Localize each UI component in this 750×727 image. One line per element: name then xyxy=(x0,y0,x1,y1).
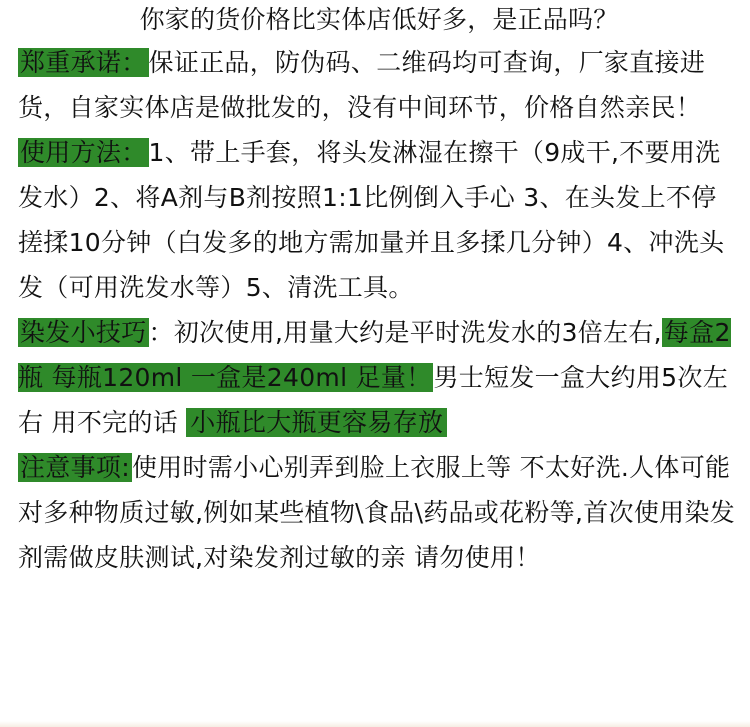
usage-paragraph xyxy=(18,130,740,310)
tips-label: 染发小技巧 xyxy=(20,318,147,347)
page-title: 你家的货价格比实体店低好多，是正品吗？ xyxy=(139,5,619,34)
usage-label: 使用方法： xyxy=(20,138,147,167)
tips-text-a: ：初次使用,用量大约是平时洗发水的3倍左右, xyxy=(148,318,662,347)
tips-highlight-quantity: 每盒2瓶 每瓶120ml 一盒是240ml 足量！ xyxy=(18,318,731,392)
usage-text: 1、带上手套，将头发淋湿在擦干（9成干,不要用洗发水）2、将A剂与B剂按照1:1比例倒入手心 3、在头发上不停搓揉10分钟（白发多的地方需加量并且多揉几分钟）4、冲洗头发（可用洗发水等）5、清洗工具。 xyxy=(18,138,725,302)
tips-paragraph xyxy=(18,310,740,445)
tips-text-c: 男士短发一盒大约用5次左右 用不完的话 xyxy=(18,363,728,437)
tips-highlight-storage: 小瓶比大瓶更容易存放 xyxy=(186,408,447,437)
notice-label: 注意事项: xyxy=(20,453,130,482)
promise-label: 郑重承诺： xyxy=(20,48,147,77)
promise-text: 保证正品，防伪码、二维码均可查询，厂家直接进货，自家实体店是做批发的，没有中间环节，价格自然亲民！ xyxy=(18,48,706,122)
notice-text: 使用时需小心别弄到脸上衣服上等 不太好洗.人体可能对多种物质过敏,例如某些植物\食品\药品或花粉等,首次使用染发剂需做皮肤测试,对染发剂过敏的亲 请勿使用！ xyxy=(18,453,736,572)
bottom-fade-decoration xyxy=(0,721,750,727)
promise-paragraph xyxy=(18,40,740,130)
notice-paragraph xyxy=(18,445,740,580)
